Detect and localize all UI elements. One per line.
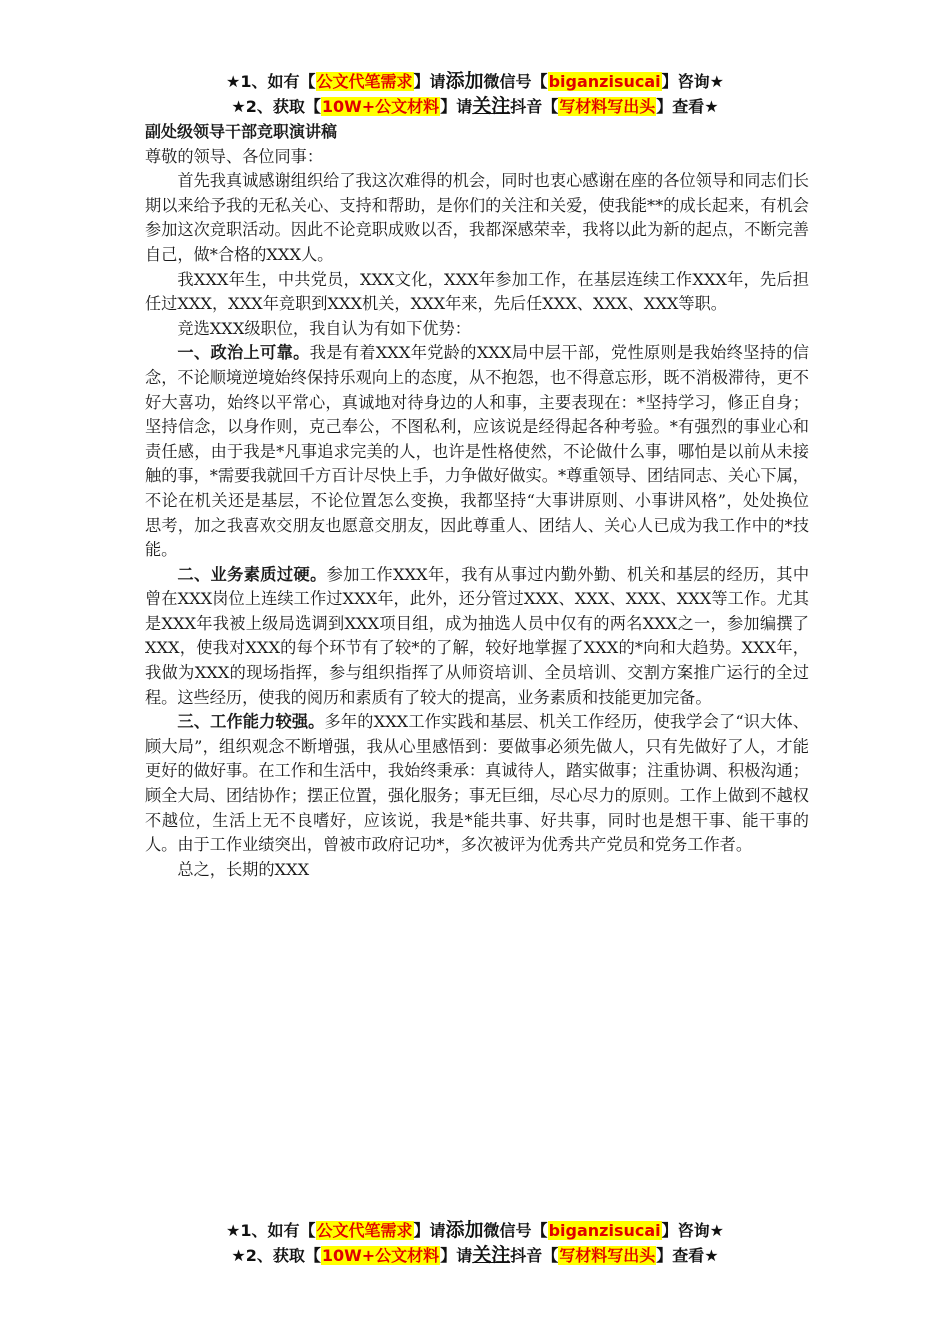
banner-text: 抖音【	[510, 97, 559, 116]
section-business	[145, 563, 809, 711]
section-text: 参加工作XXX年，我有从事过内勤外勤、机关和基层的经历，其中曾在XXX岗位上连续工作过XXX年，此外，还分管过XXX、XXX、XXX、XXX等工作。尤其是XXX年我被上级局选调到XXX项目组，成为抽选人员中仅有的两名XXX之一，参加编撰了XXX，使我对XXX的每个环节有了较*的了解，较好地掌握了XXX的*向和大趋势。XXX年，我做为XXX的现场指挥，参与组织指挥了从师资培训、全员培训、交割方案推广运行的全过程。这些经历，使我的阅历和素质有了较大的提高，业务素质和技能更加完备。	[145, 564, 809, 707]
banner-line-1	[0, 1218, 950, 1243]
banner-text: 】请	[413, 72, 446, 91]
emphasis-add: 添加	[445, 70, 484, 92]
banner-text: 】咨询★	[661, 1221, 724, 1240]
paragraph-advantages: 竞选XXX级职位，我自认为有如下优势：	[177, 318, 471, 338]
banner-text: ★1、如有【	[226, 1221, 316, 1240]
highlight-materials: 10W+公文材料	[321, 97, 440, 116]
document-body	[145, 120, 809, 882]
section-ability	[145, 710, 809, 858]
header-banner	[0, 69, 950, 119]
banner-text: 】请	[413, 1221, 446, 1240]
paragraph-bio: 我XXX年生，中共党员，XXX文化，XXX年参加工作，在基层连续工作XXX年，先后担任过XXX，XXX年竞职到XXX机关，XXX年来，先后任XXX、XXX、XXX等职。	[145, 269, 809, 314]
highlight-materials: 10W+公文材料	[321, 1246, 440, 1265]
highlight-wechat-id: biganzisucai	[548, 72, 661, 91]
banner-text: 抖音【	[510, 1246, 559, 1265]
emphasis-add: 添加	[445, 1219, 484, 1241]
section-text: 多年的XXX工作实践和基层、机关工作经历，使我学会了“识大体、顾大局”，组织观念不断增强，我从心里感悟到：要做事必须先做人，只有先做好了人，才能更好的做好事。在工作和生活中，我始终秉承：真诚待人，踏实做事；注重协调、积极沟通；顾全大局、团结协作；摆正位置，强化服务；事无巨细，尽心尽力的原则。工作上做到不越权不越位，生活上无不良嗜好，应该说，我是*能共事、好共事，同时也是想干事、能干事的人。由于工作业绩突出，曾被市政府记功*，多次被评为优秀共产党员和党务工作者。	[145, 712, 809, 855]
highlight-douyin-id: 写材料写出头	[559, 1246, 656, 1265]
section-political	[145, 341, 809, 562]
section-heading: 二、业务素质过硬。	[177, 564, 327, 584]
highlight-service: 公文代笔需求	[316, 1221, 413, 1240]
paragraph-intro: 首先我真诚感谢组织给了我这次难得的机会，同时也衷心感谢在座的各位领导和同志们长期以来给予我的无私关心、支持和帮助，是你们的关注和关爱，使我能**的成长起来，有机会参加这次竞职活动。因此不论竞职成败以否，我都深感荣幸，我将以此为新的起点，不断完善自己，做*合格的XXX人。	[145, 171, 809, 264]
paragraph-conclusion: 总之，长期的XXX	[177, 859, 310, 879]
highlight-douyin-id: 写材料写出头	[559, 97, 656, 116]
banner-text: 】咨询★	[661, 72, 724, 91]
emphasis-follow: 关注	[472, 95, 511, 117]
highlight-service: 公文代笔需求	[316, 72, 413, 91]
banner-text: 】查看★	[656, 1246, 719, 1265]
banner-text: 】请	[440, 97, 473, 116]
banner-line-2	[0, 94, 950, 119]
emphasis-follow: 关注	[472, 1244, 511, 1266]
banner-text: ★1、如有【	[226, 72, 316, 91]
document-title: 副处级领导干部竞职演讲稿	[145, 122, 338, 141]
section-heading: 三、工作能力较强。	[177, 712, 325, 732]
banner-text: ★2、获取【	[231, 97, 321, 116]
banner-text: 】请	[440, 1246, 473, 1265]
footer-banner	[0, 1218, 950, 1268]
banner-text: 】查看★	[656, 97, 719, 116]
section-text: 我是有着XXX年党龄的XXX局中层干部，党性原则是我始终坚持的信念，不论顺境逆境始终保持乐观向上的态度，从不抱怨，也不得意忘形，既不消极滞待，更不好大喜功，始终以平常心，真诚地对待身边的人和事，主要表现在：*坚持学习，修正自身；坚持信念，以身作则，克己奉公，不图私利，应该说是经得起各种考验。*有强烈的事业心和责任感，由于我是*凡事追求完美的人，也许是性格使然，不论做什么事，哪怕是以前从未接触的事，*需要我就回千方百计尽快上手，力争做好做实。*尊重领导、团结同志、关心下属，不论在机关还是基层，不论位置怎么变换，我都坚持“大事讲原则、小事讲风格”，处处换位思考，加之我喜欢交朋友也愿意交朋友，因此尊重人、团结人、关心人已成为我工作中的*技能。	[145, 343, 809, 560]
highlight-wechat-id: biganzisucai	[548, 1221, 661, 1240]
banner-line-2	[0, 1243, 950, 1268]
banner-text: 微信号【	[483, 72, 548, 91]
section-heading: 一、政治上可靠。	[177, 343, 310, 363]
banner-text: ★2、获取【	[231, 1246, 321, 1265]
banner-text: 微信号【	[483, 1221, 548, 1240]
greeting: 尊敬的领导、各位同事：	[145, 146, 324, 166]
banner-line-1	[0, 69, 950, 94]
